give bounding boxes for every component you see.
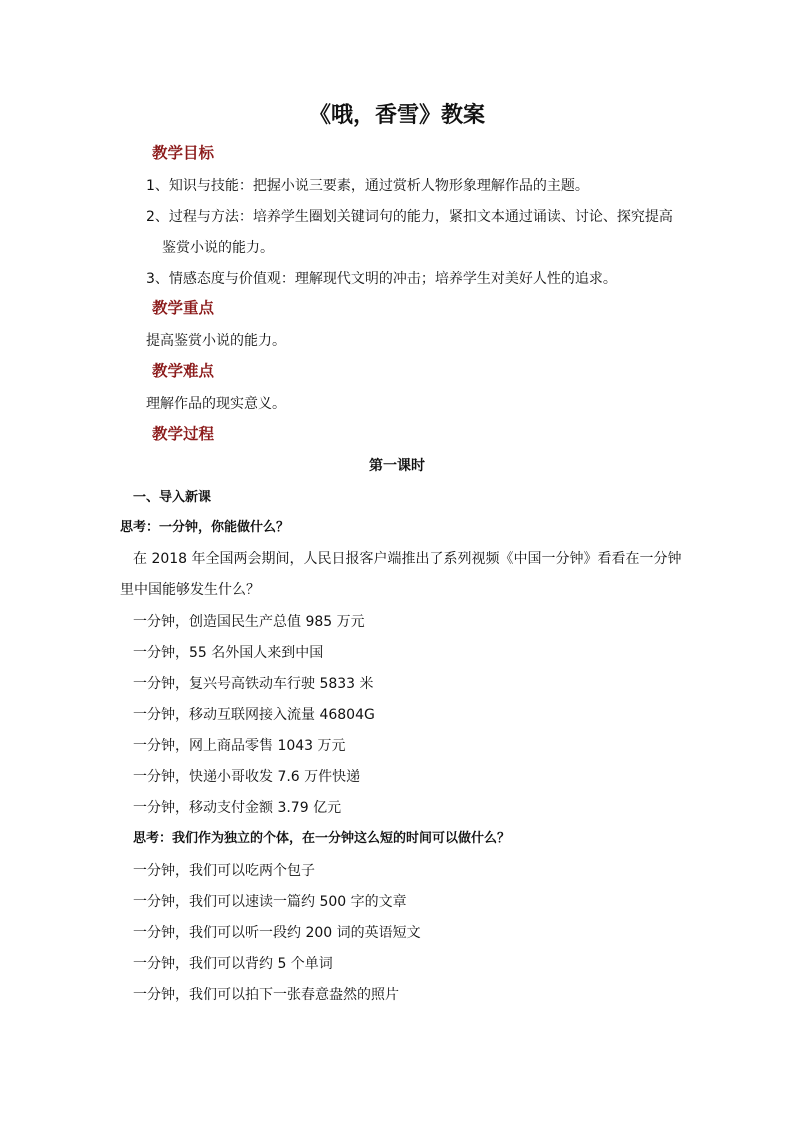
question-2: 思考：我们作为独立的个体，在一分钟这么短的时间可以做什么？	[133, 831, 511, 846]
objective-line: 1、知识与技能：把握小说三要素，通过赏析人物形象理解作品的主题。	[146, 178, 589, 194]
key-heading: 教学重点	[152, 299, 215, 317]
objective-line: 鉴赏小说的能力。	[162, 240, 274, 256]
process-heading: 教学过程	[152, 425, 215, 443]
page-title: 《哦，香雪》教案	[308, 103, 485, 128]
objective-line: 3、情感态度与价值观：理解现代文明的冲击；培养学生对美好人性的追求。	[146, 271, 617, 287]
china-minute-item: 一分钟，55 名外国人来到中国	[133, 645, 324, 661]
china-minute-item: 一分钟，移动支付金额 3.79 亿元	[133, 800, 342, 816]
our-minute-item: 一分钟，我们可以速读一篇约 500 字的文章	[133, 894, 407, 910]
our-minute-item: 一分钟，我们可以吃两个包子	[133, 863, 315, 879]
china-minute-item: 一分钟，复兴号高铁动车行驶 5833 米	[133, 676, 374, 692]
key-text: 提高鉴赏小说的能力。	[146, 333, 286, 349]
intro-line: 在 2018 年全国两会期间，人民日报客户端推出了系列视频《中国一分钟》看看在一分钟	[133, 551, 682, 567]
china-minute-item: 一分钟，网上商品零售 1043 万元	[133, 738, 346, 754]
objective-line: 2、过程与方法：培养学生圈划关键词句的能力，紧扣文本通过诵读、讨论、探究提高	[146, 209, 673, 225]
intro-line: 里中国能够发生什么？	[120, 582, 260, 598]
china-minute-item: 一分钟，快递小哥收发 7.6 万件快递	[133, 769, 361, 785]
question-1: 思考：一分钟，你能做什么？	[120, 520, 290, 535]
china-minute-item: 一分钟，移动互联网接入流量 46804G	[133, 707, 375, 723]
our-minute-item: 一分钟，我们可以背约 5 个单词	[133, 956, 333, 972]
our-minute-item: 一分钟，我们可以听一段约 200 词的英语短文	[133, 925, 421, 941]
objectives-heading: 教学目标	[152, 144, 215, 162]
period-heading: 第一课时	[369, 458, 425, 474]
china-minute-item: 一分钟，创造国民生产总值 985 万元	[133, 614, 365, 630]
difficulty-heading: 教学难点	[152, 362, 215, 380]
our-minute-item: 一分钟，我们可以拍下一张春意盎然的照片	[133, 987, 399, 1003]
difficulty-text: 理解作品的现实意义。	[146, 396, 286, 412]
part-heading: 一、导入新课	[133, 490, 212, 505]
